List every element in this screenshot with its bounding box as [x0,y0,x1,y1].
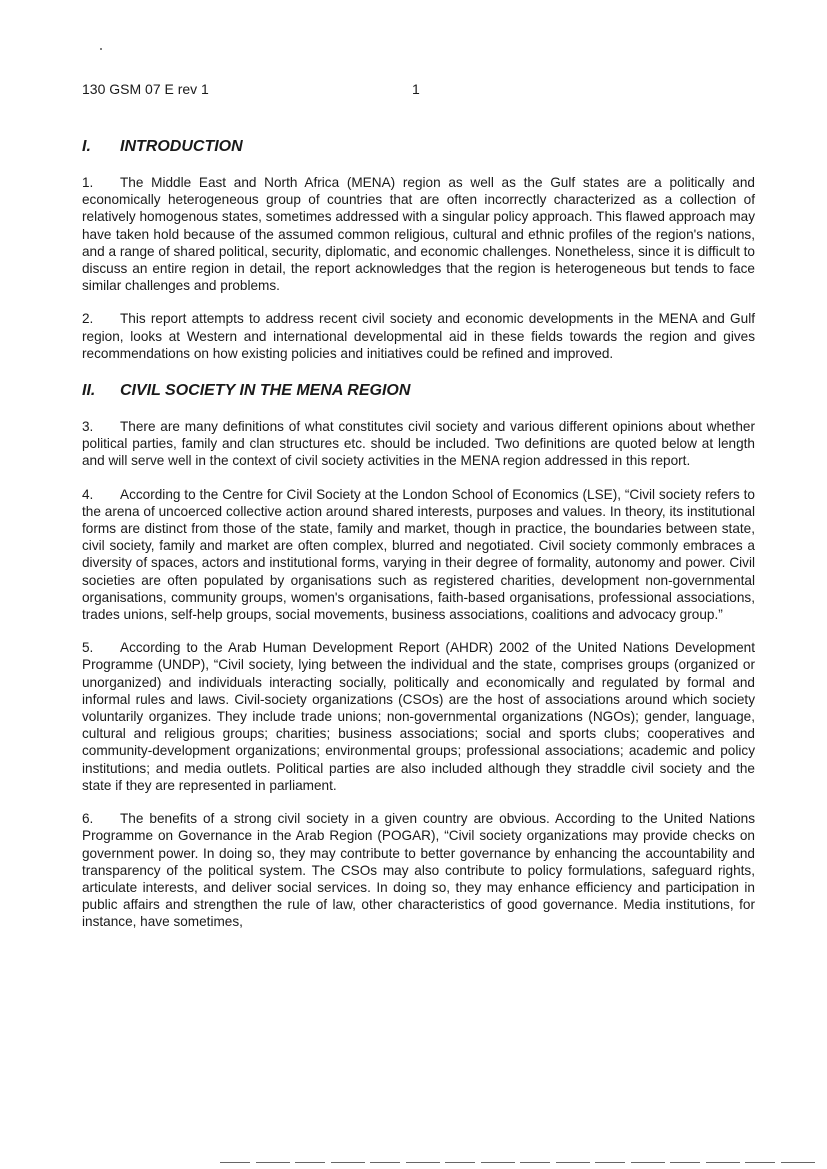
paragraph-text: According to the Arab Human Development Report (AHDR) 2002 of the United Nations Development Programme (UNDP), “Civil society, lying between the individual and the state, comprises groups (organized or unorganized) and individuals interacting socially, politically and economically and regulated by formal and informal rules and laws. Civil-society organizations (CSOs) are the host of associations around which society voluntarily organizes. They include trade unions; non-governmental organizations (NGOs); gender, language, cultural and religious groups; charities; business associations; social and sports clubs; cooperatives and community-development organizations; environmental groups; professional associations; academic and policy institutions; and media outlets. Political parties are also included although they straddle civil society and the state if they are represented in parliament. [82,640,755,793]
section-title: INTRODUCTION [120,138,243,155]
paragraph-3 [82,418,755,470]
paragraph-text: The Middle East and North Africa (MENA) region as well as the Gulf states are a politically and economically heterogeneous group of countries that are often incorrectly characterized as a collection of relatively homogenous states, sometimes addressed with a singular policy approach. This flawed approach may have taken hold because of the assumed common religious, cultural and ethnic profiles of the region's nations, and a range of shared political, security, diplomatic, and economic challenges. Nonetheless, since it is difficult to discuss an entire region in detail, the report acknowledges that the region is heterogeneous but tends to face similar challenges and problems. [82,175,755,294]
paragraph-number: 2. [82,311,94,327]
paragraph-number: 4. [82,486,94,502]
section-number: II. [82,382,96,400]
section-heading-introduction [82,138,755,156]
paragraph-text: The benefits of a strong civil society in a given country are obvious. According to the United Nations Programme on Governance in the Arab Region (POGAR), “Civil society organizations may provide checks on government power. In doing so, they may contribute to better governance by enhancing the accountability and transparency of the political system. The CSOs may also contribute to policy formulations, safeguard rights, articulate interests, and deliver social services. In doing so, they may enhance efficiency and participation in public affairs and strengthen the rule of law, other characteristics of good governance. Media institutions, for instance, have sometimes, [82,811,755,930]
paragraph-2 [82,310,755,362]
paragraph-text: According to the Centre for Civil Society at the London School of Economics (LSE), “Civil society refers to the arena of uncoerced collective action around shared interests, purposes and values. In theory, its institutional forms are distinct from those of the state, family and market, though in practice, the boundaries between state, civil society, family and market are often complex, blurred and negotiated. Civil society commonly embraces a diversity of spaces, actors and institutional forms, varying in their degree of formality, autonomy and power. Civil societies are often populated by organisations such as registered charities, development non-governmental organisations, community groups, women's organisations, faith-based organisations, professional associations, trades unions, self-help groups, social movements, business associations, coalitions and advocacy group.” [82,486,755,623]
section-number: I. [82,138,91,155]
paragraph-text: There are many definitions of what constitutes civil society and various different opinions about whether political parties, family and clan structures etc. should be included. Two definitions are quoted below at length and will serve well in the context of civil society activities in the MENA region addressed in this report. [82,419,755,469]
paragraph-4 [82,486,755,624]
paragraph-1 [82,174,755,294]
section-heading-civil-society [82,382,755,400]
scan-speck [100,48,102,50]
document-reference: 130 GSM 07 E rev 1 [82,81,209,97]
footer-rule [220,1162,815,1163]
paragraph-number: 3. [82,419,94,435]
paragraph-number: 5. [82,640,94,656]
paragraph-number: 6. [82,811,94,827]
paragraph-6 [82,810,755,930]
document-body [82,138,755,947]
section-title: CIVIL SOCIETY IN THE MENA REGION [120,382,411,400]
paragraph-text: This report attempts to address recent civil society and economic developments in the MENA and Gulf region, looks at Western and international developmental aid in these fields towards the region and gives recommendations on how existing policies and initiatives could be refined and improved. [82,311,755,361]
paragraph-5 [82,639,755,794]
paragraph-number: 1. [82,175,94,190]
page-number: 1 [412,81,420,97]
